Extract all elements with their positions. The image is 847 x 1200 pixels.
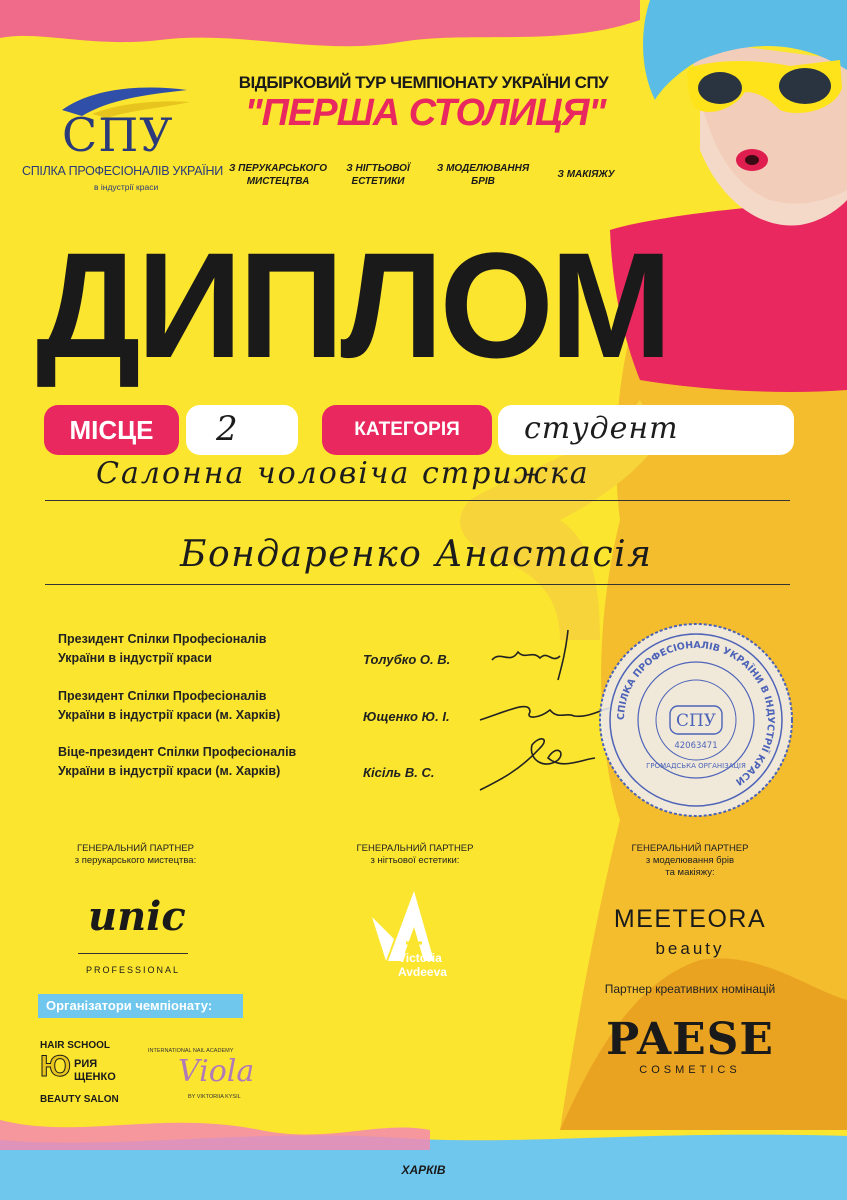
meeteora-logo: MEETEORA (613, 905, 767, 933)
signature-3 (480, 739, 595, 790)
unic-logo-sub: PROFESSIONAL (86, 965, 181, 975)
discipline-nails: З НІГТЬОВОЇ ЕСТЕТИКИ (346, 163, 410, 187)
discipline-hair: З ПЕРУКАРСЬКОГО МИСТЕЦТВА (228, 163, 328, 187)
category-label: КАТЕГОРІЯ (322, 405, 492, 455)
signatory-1: Президент Спілки Професіоналів України в індустрії краси Толубко О. В. (58, 632, 451, 667)
victoria-avdeeva-line1: Victoria (398, 951, 442, 965)
unic-logo: unic (88, 893, 186, 940)
category-value: студент (524, 411, 679, 446)
partner-creative-head: Партнер креативних номінацій (604, 982, 776, 996)
stamp-code: 42063471 (674, 741, 718, 751)
signatory-3-name: Кісіль В. С. (363, 765, 435, 780)
meeteora-logo-sub: beauty (655, 939, 725, 958)
nomination: Салонна чоловіча стрижка (96, 456, 590, 491)
event-name: "ПЕРША СТОЛИЦЯ" (244, 92, 606, 134)
logo-full-name: СПІЛКА ПРОФЕСІОНАЛІВ УКРАЇНИ (22, 164, 223, 178)
discipline-brows: З МОДЕЛЮВАННЯ БРІВ (436, 163, 530, 187)
hair-school-logo: HAIR SCHOOL Ю РИЯ ЩЕНКО BEAUTY SALON (40, 1040, 119, 1105)
official-stamp (596, 620, 796, 820)
logo-abbr: СПУ (62, 108, 174, 162)
discipline-list (228, 162, 628, 194)
victoria-avdeeva-line2: Avdeeva (398, 965, 447, 979)
viola-name: Viola (178, 1054, 255, 1089)
stamp-graphic (596, 620, 796, 820)
nomination-line (45, 500, 790, 501)
viola-academy-logo: INTERNATIONAL NAIL ACADEMY Viola BY VIKTORIIA KYSIL (148, 1048, 255, 1100)
recipient-line (45, 584, 790, 585)
organizers-label: Організатори чемпіонату: (38, 994, 243, 1018)
signature-1 (492, 630, 568, 680)
category-field (498, 405, 794, 455)
partner-creative (580, 982, 800, 1082)
signatory-3: Віце-президент Спілки Професіоналів України в індустрії краси (м. Харків) Кісіль В. С. (58, 745, 435, 780)
signatory-2-name: Ющенко Ю. І. (363, 709, 450, 724)
place-value: 2 (216, 409, 238, 449)
signature-2 (480, 707, 610, 720)
logo-subtitle: в індустрії краси (94, 182, 159, 192)
unic-logo-line (78, 953, 188, 954)
stamp-lower-text: ГРОМАДСЬКА ОРГАНІЗАЦІЯ (646, 762, 746, 770)
partner-nails: ГЕНЕРАЛЬНИЙ ПАРТНЕР з нігтьової естетики: Victoria Avdeeva (356, 843, 474, 979)
signatory-2: Президент Спілки Професіоналів України в індустрії краси (м. Харків) Ющенко Ю. І. (58, 689, 450, 724)
paese-logo: PAESE (606, 1014, 774, 1065)
recipient-name: Бондаренко Анастасія (180, 534, 653, 575)
diploma-title: ДИПЛОМ (36, 221, 669, 389)
tour-line: ВІДБІРКОВИЙ ТУР ЧЕМПІОНАТУ УКРАЇНИ СПУ (238, 73, 609, 92)
discipline-makeup: З МАКІЯЖУ (557, 169, 615, 180)
partner-brows: ГЕНЕРАЛЬНИЙ ПАРТНЕР з моделювання брів та макіяжу: MEETEORA beauty (585, 843, 795, 973)
stamp-ring-text: СПІЛКА ПРОФЕСІОНАЛІВ УКРАЇНИ В ІНДУСТРІЇ КРАСИ (615, 639, 777, 788)
paese-logo-sub: COSMETICS (639, 1064, 741, 1076)
place-label: МІСЦЕ (44, 405, 179, 455)
hair-school-mark: Ю (40, 1050, 71, 1083)
partner-hair: ГЕНЕРАЛЬНИЙ ПАРТНЕР з перукарського мистецтва: unic PROFESSIONAL (74, 843, 197, 975)
place-field (186, 405, 298, 455)
stamp-center: СПУ (675, 711, 717, 731)
signatory-1-name: Толубко О. В. (363, 652, 451, 667)
spu-logo (22, 80, 232, 200)
footer-city: ХАРКІВ (401, 1163, 446, 1177)
